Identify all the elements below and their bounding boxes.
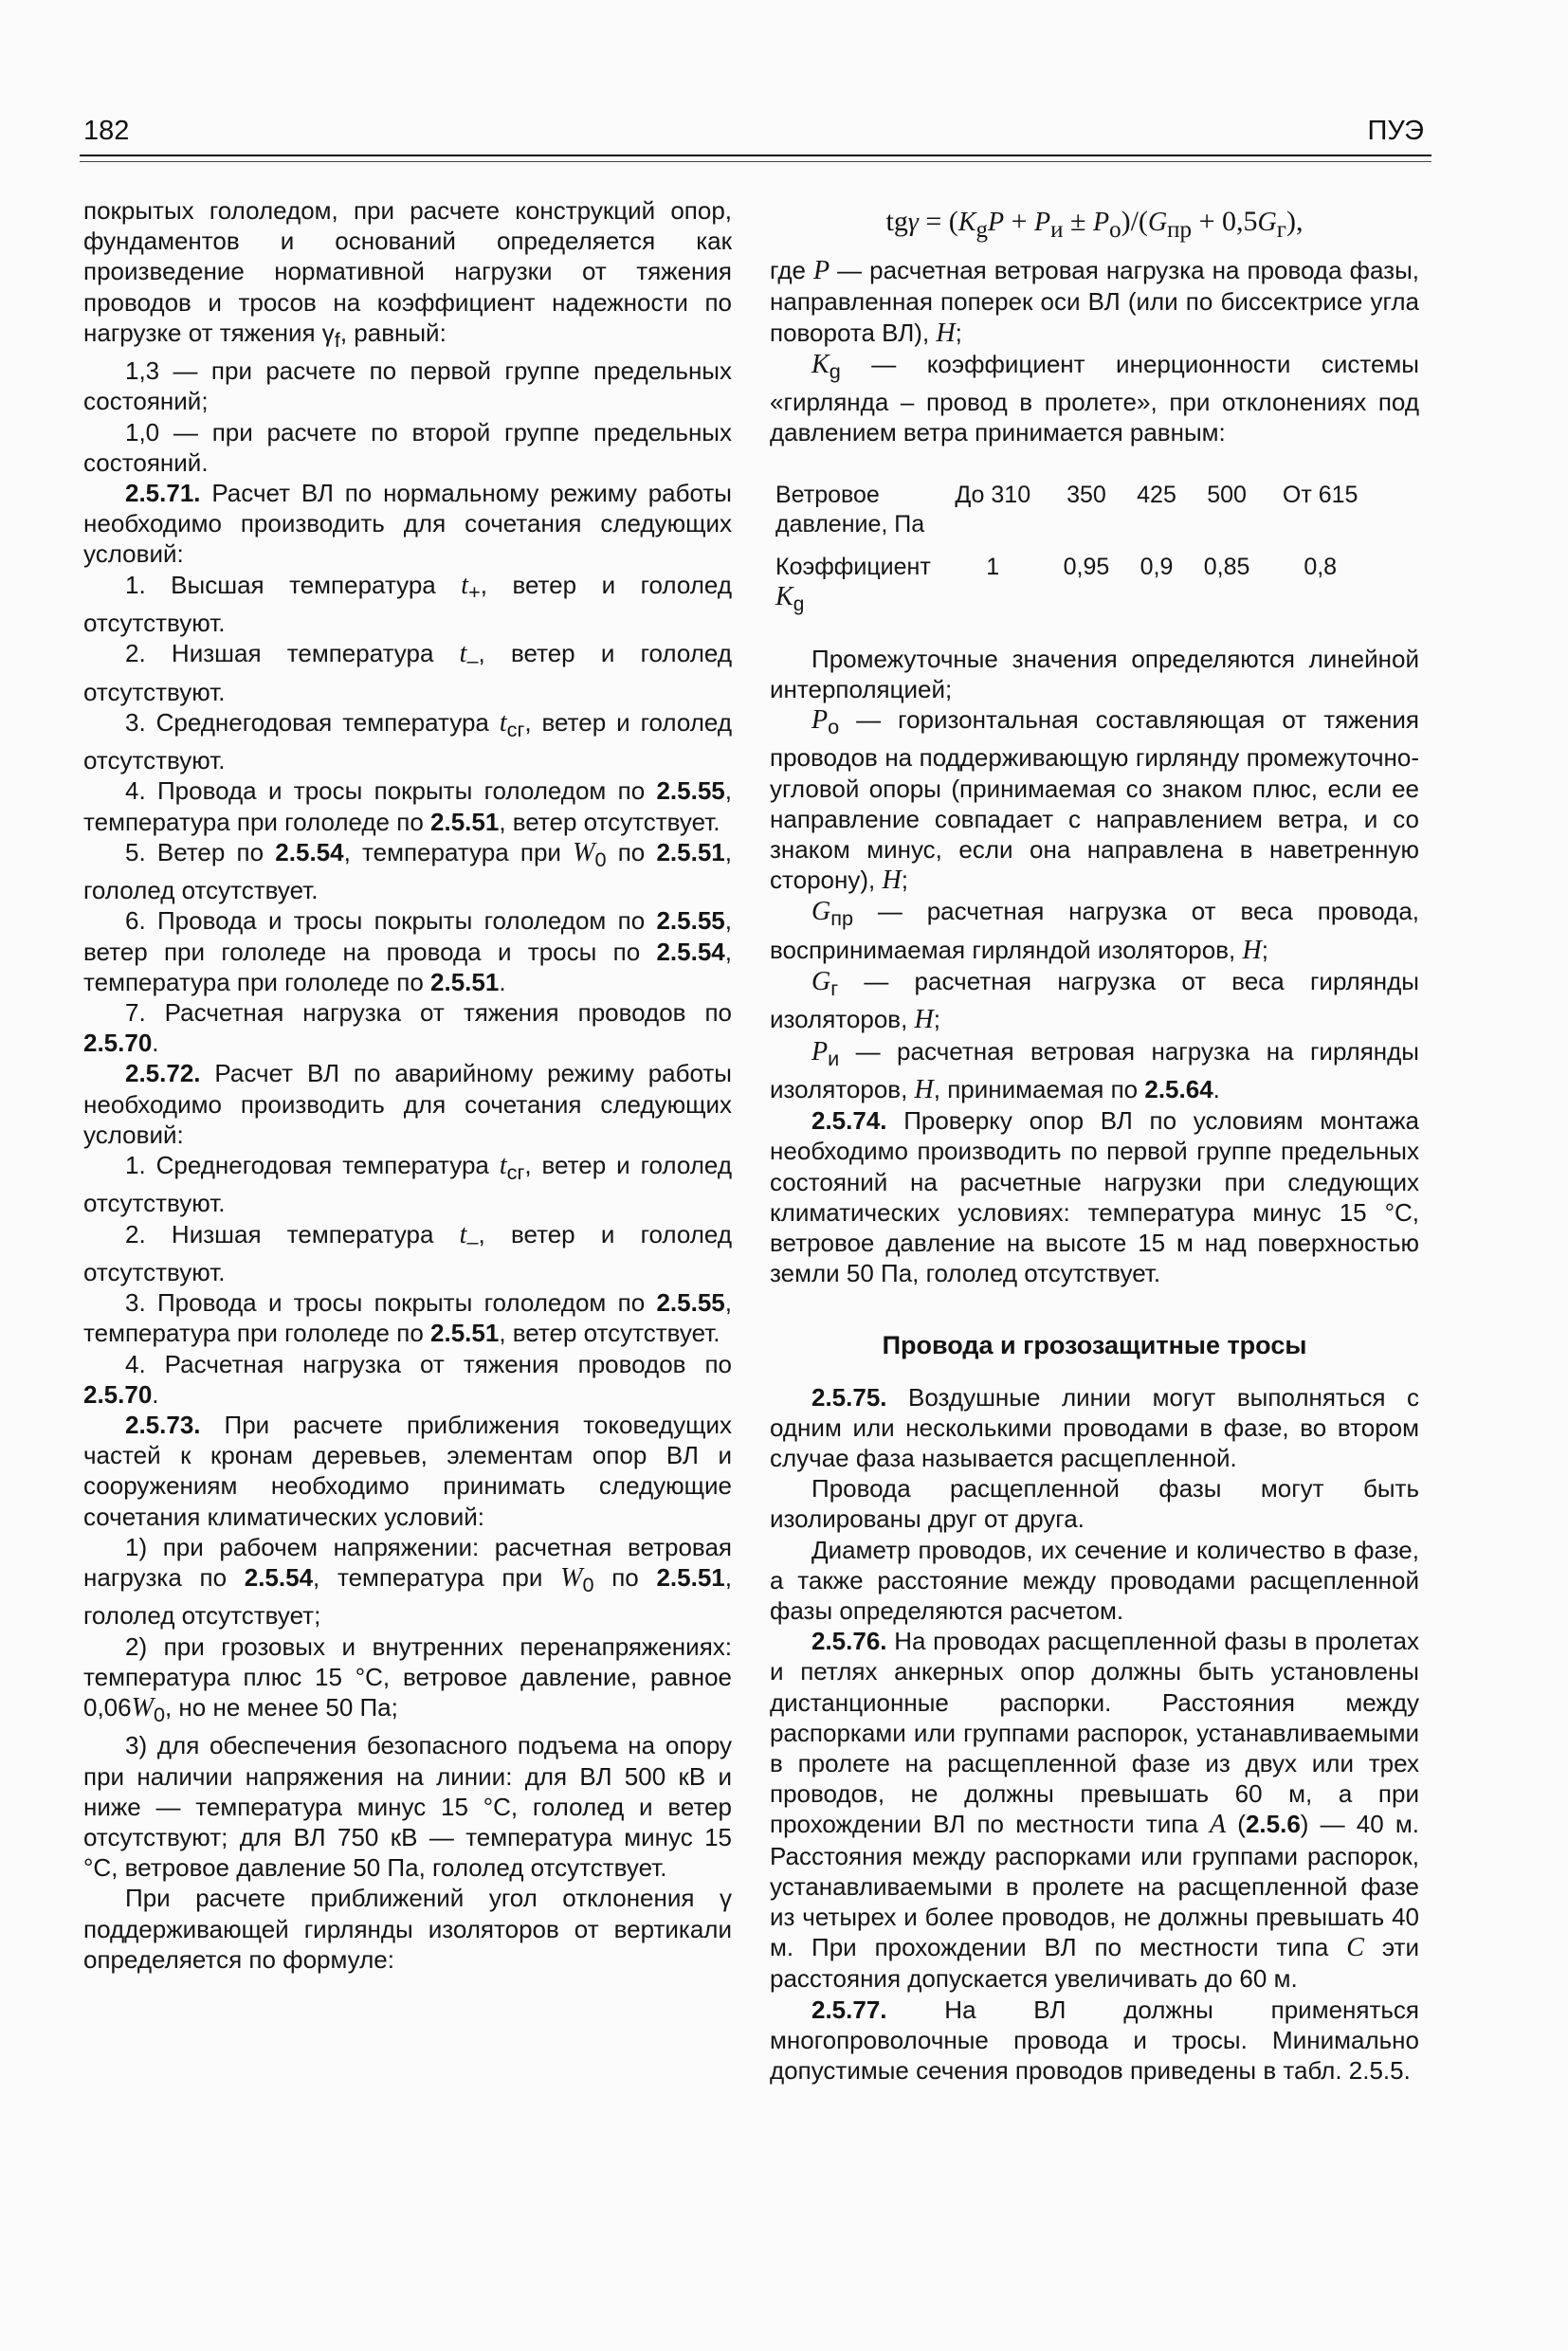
paragraph: 1,0 — при расчете по второй группе предельных состояний. bbox=[83, 417, 732, 477]
section-heading: Провода и грозозащитные тросы bbox=[882, 1331, 1307, 1360]
paragraph: 2.5.77. На ВЛ должны применяться многопроволочные провода и тросы. Минимально допустимые сечения проводов приведены в табл. 2.5.5. bbox=[770, 1995, 1419, 2086]
deflection-angle-formula: $tg\gamma = (K_gP + P_и \pm P_о)/(G_{пр} + 0,5G_г)$, bbox=[885, 206, 1304, 243]
header-rule-thin bbox=[80, 161, 1431, 162]
paragraph: 1) при рабочем напряжении: расчетная ветровая нагрузка по 2.5.54, температура при $W_0$ по 2.5.51, гололед отсутствует; bbox=[83, 1532, 732, 1631]
paragraph: $P_о$ — горизонтальная составляющая от тяжения проводов на поддерживающую гирлянду промежуточно-угловой опоры (принимаемая со знаком плюс, если ее направление совпадает с направлением ветра, и со знаком минус, если она направлена в наветренную сторону), Н; bbox=[770, 705, 1419, 896]
table-cell: 350 bbox=[1067, 481, 1106, 508]
paragraph: 1,3 — при расчете по первой группе предельных состояний; bbox=[83, 356, 732, 416]
left-column bbox=[83, 195, 732, 1975]
table-cell: 0,9 bbox=[1140, 553, 1174, 580]
table-cell: 0,8 bbox=[1304, 553, 1338, 580]
paragraph: 2.5.73. При расчете приближения токоведущих частей к кронам деревьев, элементам опор ВЛ и сооружениям необходимо принимать следующие сочетания климатических условий: bbox=[83, 1411, 732, 1531]
page-number: 182 bbox=[83, 116, 130, 146]
paragraph: 3. Провода и тросы покрыты гололедом по 2.5.55, температура при гололеде по 2.5.51, ветер отсутствует. bbox=[83, 1288, 732, 1348]
header-rule bbox=[80, 155, 1431, 156]
paragraph: 4. Расчетная нагрузка от тяжения проводов по 2.5.70. bbox=[83, 1349, 732, 1409]
paragraph: 1. Среднегодовая температура $t_{сг}$, ветер и гололед отсутствуют. bbox=[83, 1151, 732, 1218]
table-cell: 425 bbox=[1137, 481, 1176, 508]
paragraph: 2.5.74. Проверку опор ВЛ по условиям монтажа необходимо производить по первой группе предельных состояний на расчетные нагрузки при следующих климатических условиях: температура минус 15 °С, ветровое давление на высоте 15 м над поверхностью земли 50 Па, гололед отсутствует. bbox=[770, 1106, 1419, 1288]
paragraph: 2.5.75. Воздушные линии могут выполняться с одним или несколькими проводами в фазе, во втором случае фаза называется расщепленной. bbox=[770, 1382, 1419, 1473]
paragraph: 7. Расчетная нагрузка от тяжения проводов по 2.5.70. bbox=[83, 998, 732, 1058]
paragraph: 3) для обеспечения безопасного подъема на опору при наличии напряжения на линии: для ВЛ 500 кВ и ниже — температура минус 15 °С, гололед и ветер отсутствуют; для ВЛ 750 кВ — температура минус 15 °С, ветровое давление 50 Па, гололед отсутствует. bbox=[83, 1731, 732, 1883]
paragraph: При расчете приближений угол отклонения γ поддерживающей гирлянды изоляторов от вертикали определяется по формуле: bbox=[83, 1884, 732, 1974]
paragraph: 2. Низшая температура $t_-$, ветер и гололед отсутствуют. bbox=[83, 639, 732, 706]
table-cell: 1 bbox=[986, 553, 1000, 580]
table-row-coefficient bbox=[770, 539, 1377, 619]
section-body bbox=[770, 1382, 1419, 2087]
paragraph: 2.5.76. На проводах расщепленной фазы в пролетах и петлях анкерных опор должны быть установлены дистанционные распорки. Расстояния между распорками или группами распорок, устанавливаемыми в пролете на расщепленной фазе из двух или трех проводов, не должны превышать 60 м, а при прохождении ВЛ по местности типа А (2.5.6) — 40 м. Расстояния между распорками или группами распорок, устанавливаемыми в пролете на расщепленной фазе из четырех и более проводов, не должны превышать 40 м. При прохождении ВЛ по местности типа С эти расстояния допускается увеличивать до 60 м. bbox=[770, 1627, 1419, 1994]
paragraph: 6. Провода и тросы покрыты гололедом по 2.5.55, ветер при гололеде на провода и тросы по 2.5.54, температура при гололеде по 2.5.51. bbox=[83, 906, 732, 996]
formula-legend-continued bbox=[770, 644, 1419, 1289]
paragraph: 2. Низшая температура $t_-$, ветер и гололед отсутствуют. bbox=[83, 1219, 732, 1287]
table-cell: 0,85 bbox=[1203, 553, 1250, 580]
paragraph: 2) при грозовых и внутренних перенапряжениях: температура плюс 15 °С, ветровое давление, равное $0,06W_0$, но не менее 50 Па; bbox=[83, 1631, 732, 1727]
paragraph: $K_g$ — коэффициент инерционности системы «гирлянда – провод в пролете», при отклонениях под давлением ветра принимается равным: bbox=[770, 349, 1419, 447]
paragraph: покрытых гололедом, при расчете конструкций опор, фундаментов и оснований определяется как произведение нормативной нагрузки от тяжения проводов и тросов на коэффициент надежности по нагрузке от тяжения $\gamma_f$, равный: bbox=[83, 196, 732, 352]
paragraph: $G_г$ — расчетная нагрузка от веса гирлянды изоляторов, Н; bbox=[770, 967, 1419, 1035]
paragraph: 2.5.71. Расчет ВЛ по нормальному режиму работы необходимо производить для сочетания следующих условий: bbox=[83, 479, 732, 569]
table-cell: От 615 bbox=[1282, 481, 1358, 508]
paragraph: 3. Среднегодовая температура $t_{сг}$, ветер и гололед отсутствуют. bbox=[83, 707, 732, 775]
paragraph: 2.5.72. Расчет ВЛ по аварийному режиму работы необходимо производить для сочетания следующих условий: bbox=[83, 1059, 732, 1149]
table-row-label: Коэффициент $K_g$ bbox=[775, 553, 931, 615]
paragraph: 1. Высшая температура $t_+$, ветер и гололед отсутствуют. bbox=[83, 570, 732, 638]
table-row-pressure bbox=[770, 481, 1377, 539]
paragraph: где P — расчетная ветровая нагрузка на провода фазы, направленная поперек оси ВЛ (или по биссектрисе угла поворота ВЛ), Н; bbox=[770, 256, 1419, 348]
paragraph: 5. Ветер по 2.5.54, температура при $W_0$ по 2.5.51, гололед отсутствует. bbox=[83, 837, 732, 905]
paragraph: Диаметр проводов, их сечение и количество в фазе, а также расстояние между проводами расщепленной фазы определяются расчетом. bbox=[770, 1535, 1419, 1626]
table-row-label: Ветровое давление, Па bbox=[775, 481, 925, 538]
paragraph: $G_{пр}$ — расчетная нагрузка от веса провода, воспринимаемая гирляндой изоляторов, Н; bbox=[770, 897, 1419, 965]
inertia-coefficient-table bbox=[770, 481, 1377, 619]
table-cell: 0,95 bbox=[1063, 553, 1110, 580]
paragraph: Провода расщепленной фазы могут быть изолированы друг от друга. bbox=[770, 1474, 1419, 1534]
table-cell: 500 bbox=[1207, 481, 1247, 508]
paragraph: Промежуточные значения определяются линейной интерполяцией; bbox=[770, 644, 1419, 703]
paragraph: 4. Провода и тросы покрыты гололедом по 2.5.55, температура при гололеде по 2.5.51, ветер отсутствует. bbox=[83, 776, 732, 836]
right-column bbox=[770, 195, 1419, 2086]
running-title: ПУЭ bbox=[1367, 116, 1424, 146]
table-cell: До 310 bbox=[955, 481, 1031, 508]
paragraph: $P_и$ — расчетная ветровая нагрузка на гирлянды изоляторов, Н, принимаемая по 2.5.64. bbox=[770, 1036, 1419, 1104]
formula-legend bbox=[770, 255, 1419, 447]
